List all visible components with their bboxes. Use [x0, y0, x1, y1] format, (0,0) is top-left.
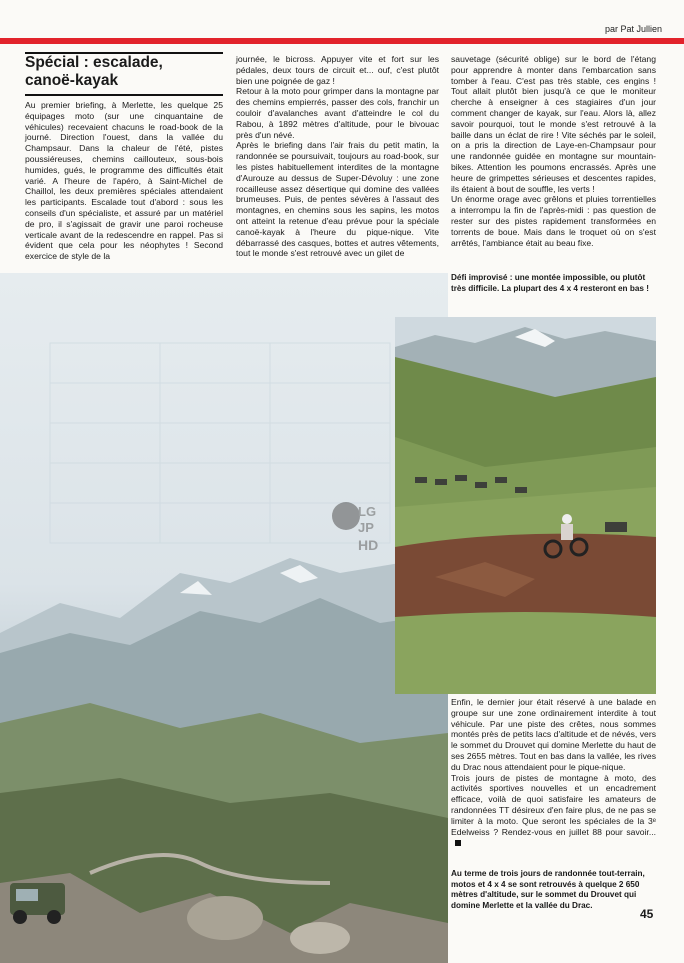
paragraph: sauvetage (sécurité oblige) sur le bord de l'étang pour apprendre à monter dans l'embarcation sans tomber à l'eau. C'est pas très stable, ces engins ! Tout allait plutôt bien jusqu'à ce que le moniteur cherche à enseigner à ces stagiaires d'un jour comment changer de kayak, sur l'eau. Alors là, allez savoir pourquoi, tout le monde s'est retrouvé à la baille dans un éclat de rire ! Vite séchés par le soleil, on a pris la direction de Laye-en-Champsaur pour une randonnée guidée en montagne sur mountain-bikes. Attention les poumons encrassés. Après une heure de grimpettes sérieuses et descentes rapides, ils étaient à bout de souffle, les verts !	[451, 54, 656, 194]
paragraph-text: Trois jours de pistes de montagne à moto, des activités sportives nouvelles et un encadrement efficace, voilà de quoi satisfaire les amateurs de randonnées TT désireux d'en faire plus, de ne pas se limiter à la moto. Que seront les spéciales de la 3ᵉ Edelweiss ? Rendez-vous en juillet 88 pour savoir...	[451, 772, 656, 837]
paragraph: Enfin, le dernier jour était réservé à une balade en groupe sur une zone ordinairement interdite à tout véhicule. Par une piste des crêtes, nous sommes montés près de petits lacs d'altitude et de névés, vers le sommet du Drouvet qui domine Merlette du haut de ses 2655 mètres. Tout en bas dans la vallée, les rives du Drac nous attendaient pour le pique-nique.	[451, 697, 656, 772]
title-line-2: canoë-kayak	[25, 72, 119, 89]
svg-text:JP: JP	[358, 520, 374, 535]
byline: par Pat Jullien	[604, 24, 662, 34]
paragraph: Retour à la moto pour grimper dans la montagne par des chemins empierrés, passer des cols, franchir un couloir d'avalanches avant d'atteindre le col du Rabou, à 1892 mètres d'altitude, pour le bivouac près d'un névé.	[236, 86, 439, 140]
svg-text:HD: HD	[358, 537, 379, 553]
mountain-summit-photo	[0, 273, 448, 963]
paragraph	[451, 773, 656, 849]
paragraph: Au premier briefing, à Merlette, les quelque 25 équipages moto (sur une cinquantaine de véhicules) recevaient chacuns le road-book de la journé. Direction l'ouest, dans la vallée du Champsaur. Dans la chaleur de l'été, pistes poussiéreuses, chemins caillouteux, sous-bois humides, gués, le programme des difficultés était varié. A l'heure de l'apéro, à Saint-Michel de Chaillol, les deux premières spéciales attendaient les participants. Escalade tout d'abord : sous les conseils d'un spécialiste, et assuré par un matériel de pro, il s'agissait de gravir une paroi rocheuse verticale avant de la redescendre en rappel. Pas si évident que cela pour les néophytes ! Second exercice de style de la	[25, 100, 223, 262]
hill-climb-photo	[395, 317, 656, 694]
article-column-3	[451, 54, 656, 248]
end-mark-icon	[455, 840, 461, 846]
paragraph: journée, le bicross. Appuyer vite et fort sur les pédales, deux tours de circuit et... ouf, c'est plutôt bien une poignée de gaz !	[236, 54, 439, 86]
paragraph: Un énorme orage avec grêlons et pluies torrentielles a interrompu la fin de l'après-midi : pas question de rester sur des pistes rapidement transformées en torrents de boue. Mais dans le troquet où on s'est arrêtés, l'ambiance était au beau fixe.	[451, 194, 656, 248]
article-title	[25, 54, 223, 90]
title-rule-bottom	[25, 94, 223, 96]
page-number: 45	[640, 907, 654, 921]
article-column-2	[236, 54, 439, 259]
photo-caption-top: Défi improvisé : une montée impossible, ou plutôt très difficile. La plupart des 4 x 4 resteront en bas !	[451, 273, 649, 293]
photo-caption-bottom: Au terme de trois jours de randonnée tout-terrain, motos et 4 x 4 se sont retrouvés à quelque 2 650 mètres d'altitude, sur le sommet du Drouvet qui domine Merlette et la vallée du Drac.	[451, 869, 645, 910]
article-column-4	[451, 697, 656, 848]
header-red-bar	[0, 38, 684, 44]
svg-text:LG: LG	[358, 504, 377, 519]
watermark-logo	[328, 494, 392, 558]
paragraph: Après le briefing dans l'air frais du petit matin, la randonnée se poursuivait, toujours au road-book, sur les pistes habituellement interdites de la montagne d'Aurouze au dessus de Super-Dévoluy : une zone rocailleuse assez désertique qui domine des vallées brumeuses. Puis, de pentes sévères à l'assaut des montagnes, en chemins sous les sapins, les motos ont atteint la retenue d'eau prévue pour la spéciale canoë-kayak à l'heure du pique-nique. Vite débarrassé des casques, bottes et autres vêtements, tout le monde s'est retrouvé avec un gilet de	[236, 140, 439, 259]
title-line-1: Spécial : escalade,	[25, 54, 163, 71]
article-column-1	[25, 100, 223, 262]
